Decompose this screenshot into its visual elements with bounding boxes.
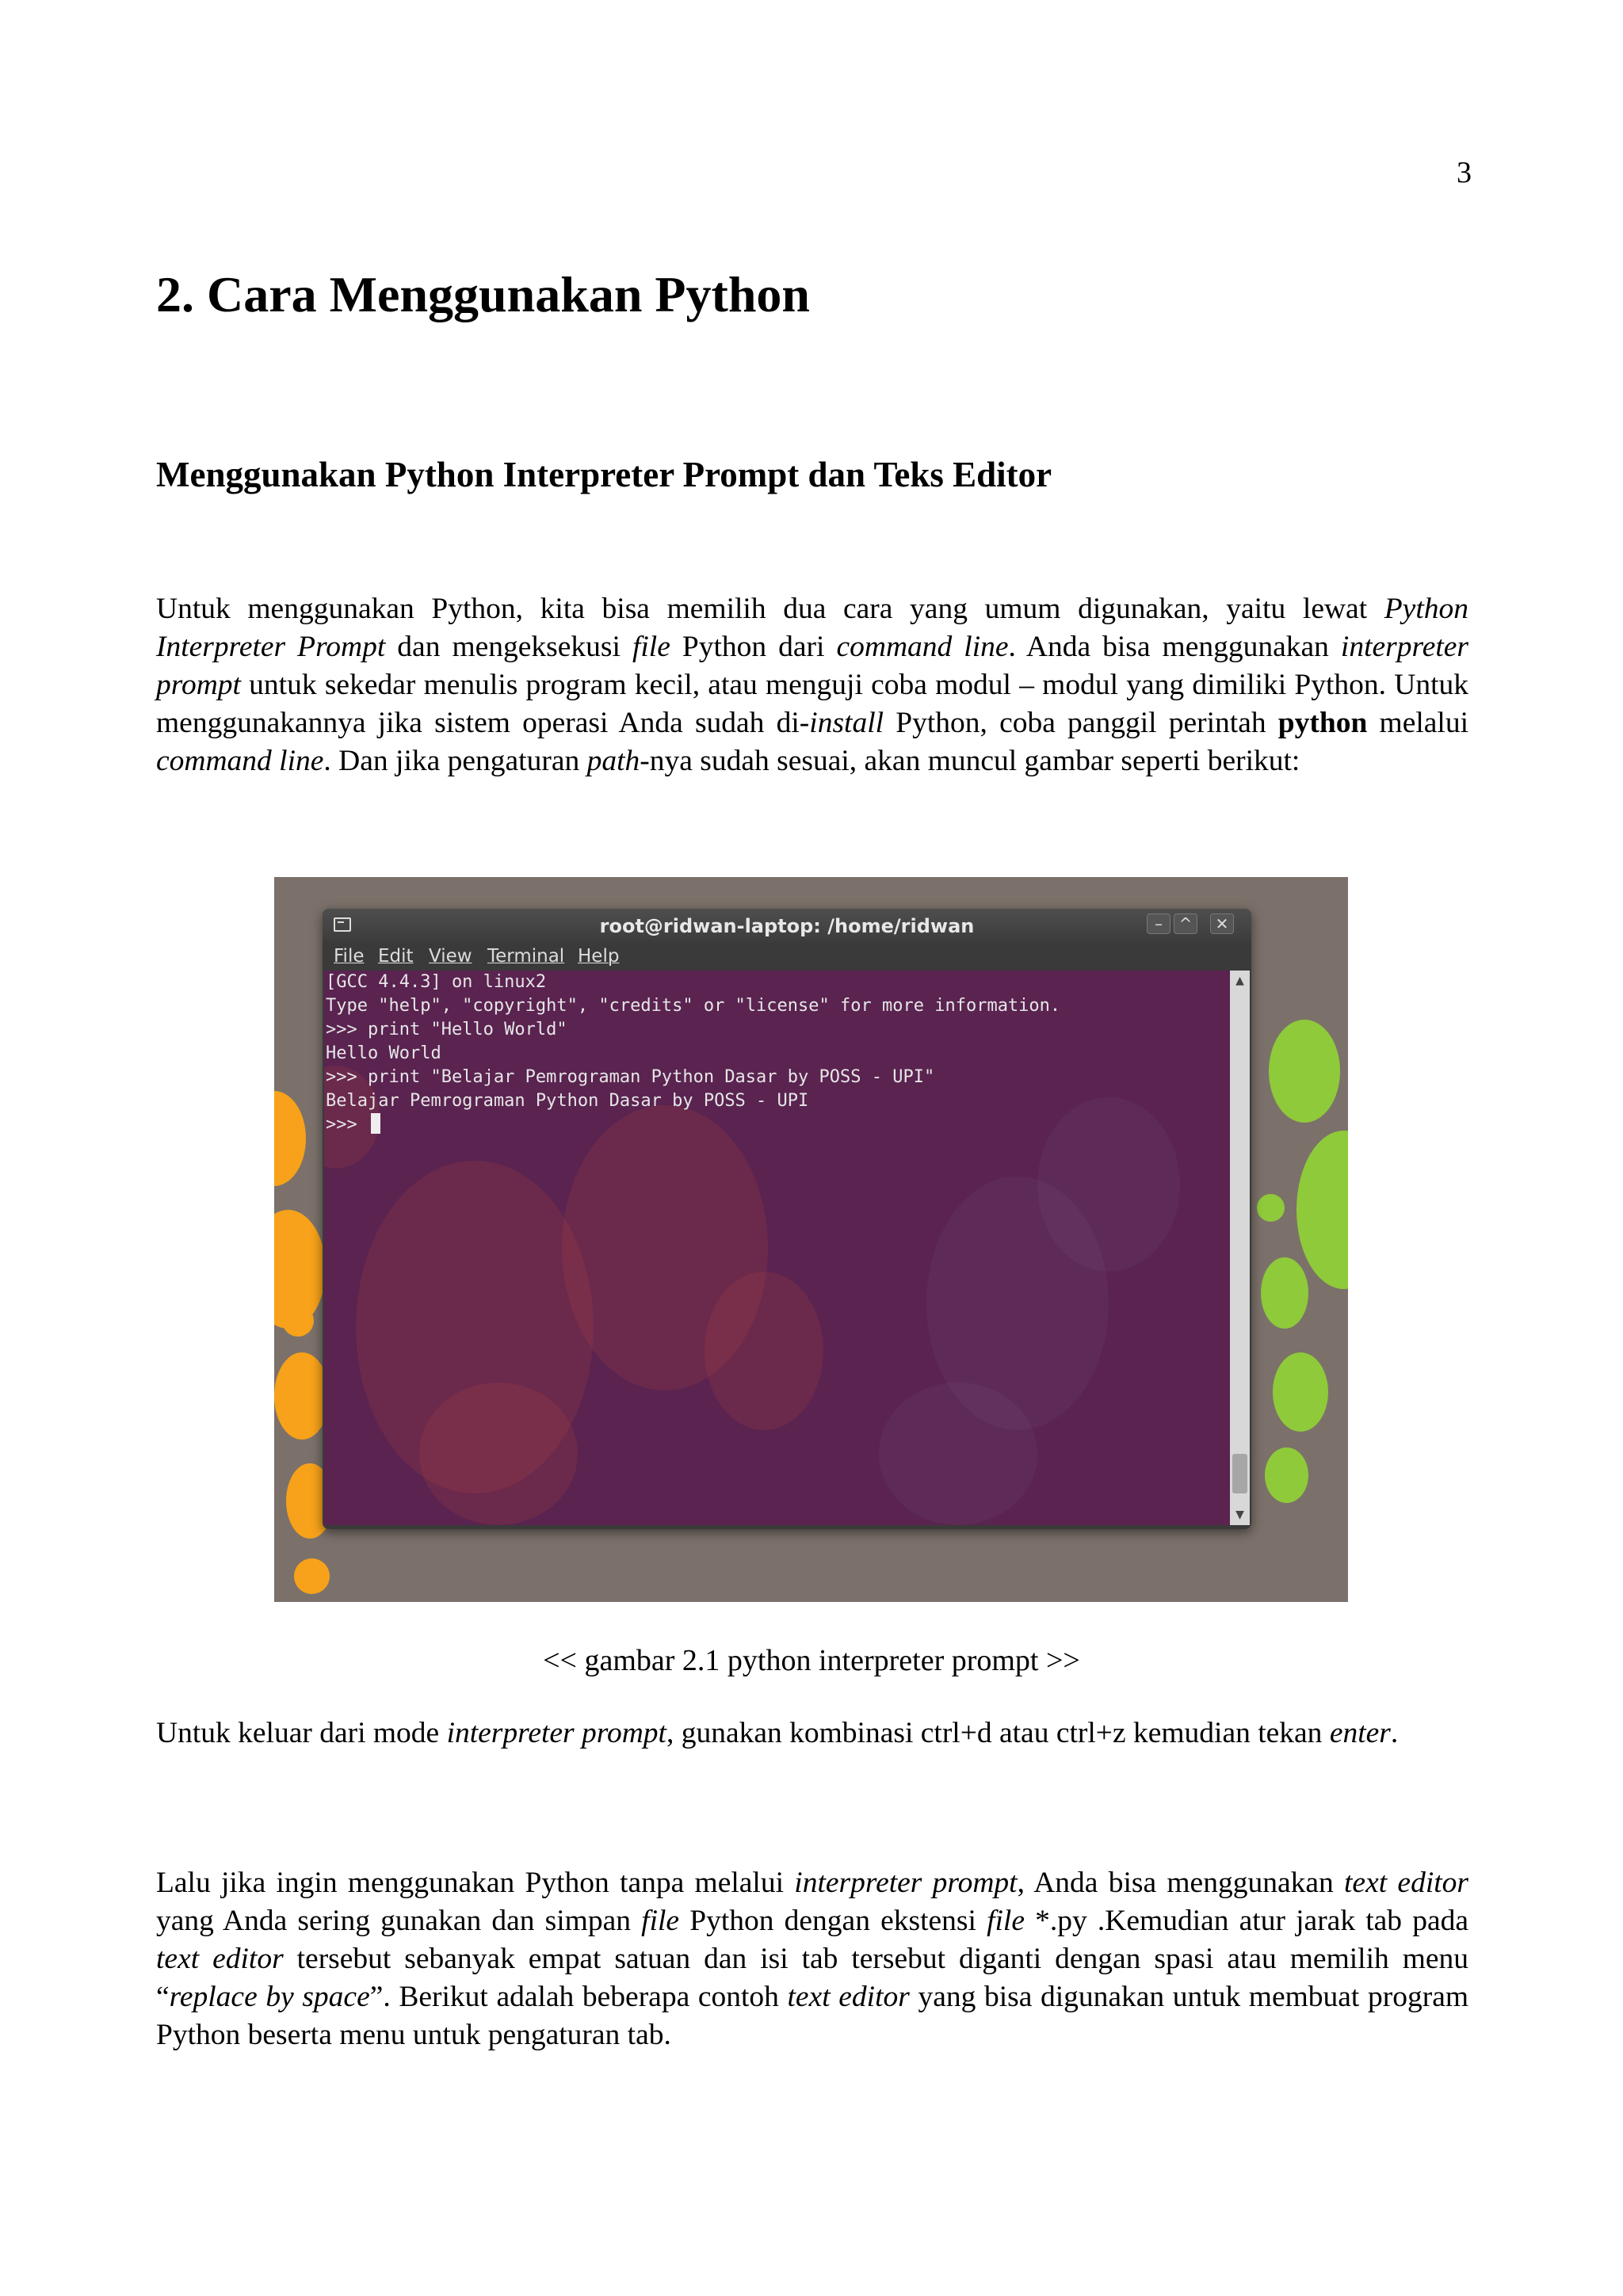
terminal-line: Type "help", "copyright", "credits" or "license" for more information. <box>326 996 1061 1016</box>
maximize-icon[interactable]: ^ <box>1174 913 1197 934</box>
terminal-prompt-line <box>326 1113 1060 1137</box>
terminal-output-area[interactable] <box>324 971 1230 1525</box>
close-icon[interactable]: ✕ <box>1210 913 1234 934</box>
terminal-line: Hello World <box>326 1043 441 1063</box>
menu-help[interactable]: Help <box>578 946 620 967</box>
window-titlebar[interactable] <box>323 909 1251 942</box>
terminal-window <box>323 909 1251 1529</box>
window-title: root@ridwan-laptop: /home/ridwan <box>599 915 975 937</box>
text-editor-paragraph: Lalu jika ingin menggunakan Python tanpa melalui interpreter prompt, Anda bisa menggunakan text editor yang Anda sering gunakan dan simpan file Python dengan ekstensi file *.py .Kemudian atur jarak tab pada text editor tersebut sebanyak empat satuan dan isi tab tersebut diganti dengan spasi atau memilih menu “replace by space”. Berikut adalah beberapa contoh text editor yang bisa digunakan untuk membuat program Python beserta menu untuk pengaturan tab. <box>156 1867 1469 2051</box>
terminal-line: [GCC 4.4.3] on linux2 <box>326 972 547 992</box>
terminal-screenshot-figure <box>274 877 1348 1602</box>
vertical-scrollbar[interactable] <box>1230 971 1250 1525</box>
figure-caption: << gambar 2.1 python interpreter prompt >> <box>543 1644 1080 1677</box>
section-title: Menggunakan Python Interpreter Prompt dan Teks Editor <box>156 455 1052 494</box>
scroll-thumb[interactable] <box>1232 1454 1247 1493</box>
exit-paragraph: Untuk keluar dari mode interpreter prompt, gunakan kombinasi ctrl+d atau ctrl+z kemudian tekan enter. <box>156 1717 1399 1749</box>
page-number: 3 <box>1457 156 1472 189</box>
terminal-text <box>326 971 1060 1137</box>
scroll-down-icon[interactable]: ▼ <box>1235 1508 1244 1521</box>
terminal-line: Belajar Pemrograman Python Dasar by POSS - UPI <box>326 1091 809 1111</box>
menu-terminal[interactable]: Terminal <box>487 946 565 967</box>
menu-view[interactable]: View <box>429 946 472 967</box>
minimize-icon[interactable]: – <box>1147 913 1170 934</box>
chapter-title: 2. Cara Menggunakan Python <box>156 266 810 322</box>
terminal-line: >>> print "Belajar Pemrograman Python Dasar by POSS - UPI" <box>326 1067 935 1087</box>
intro-paragraph: Untuk menggunakan Python, kita bisa memilih dua cara yang umum digunakan, yaitu lewat Python Interpreter Prompt dan mengeksekusi file Python dari command line. Anda bisa menggunakan interpreter prompt untuk sekedar menulis program kecil, atau menguji coba modul – modul yang dimiliki Python. Untuk menggunakannya jika sistem operasi Anda sudah di-install Python, coba panggil perintah python melalui command line. Dan jika pengaturan path-nya sudah sesuai, akan muncul gambar seperti berikut: <box>156 593 1468 777</box>
scroll-up-icon[interactable]: ▲ <box>1235 974 1244 987</box>
prompt: >>> <box>326 1115 368 1135</box>
menu-bar <box>323 942 1251 971</box>
menu-edit[interactable]: Edit <box>378 946 414 967</box>
terminal-line: >>> print "Hello World" <box>326 1020 567 1039</box>
text-cursor <box>371 1113 380 1134</box>
menu-file[interactable]: File <box>334 946 365 967</box>
